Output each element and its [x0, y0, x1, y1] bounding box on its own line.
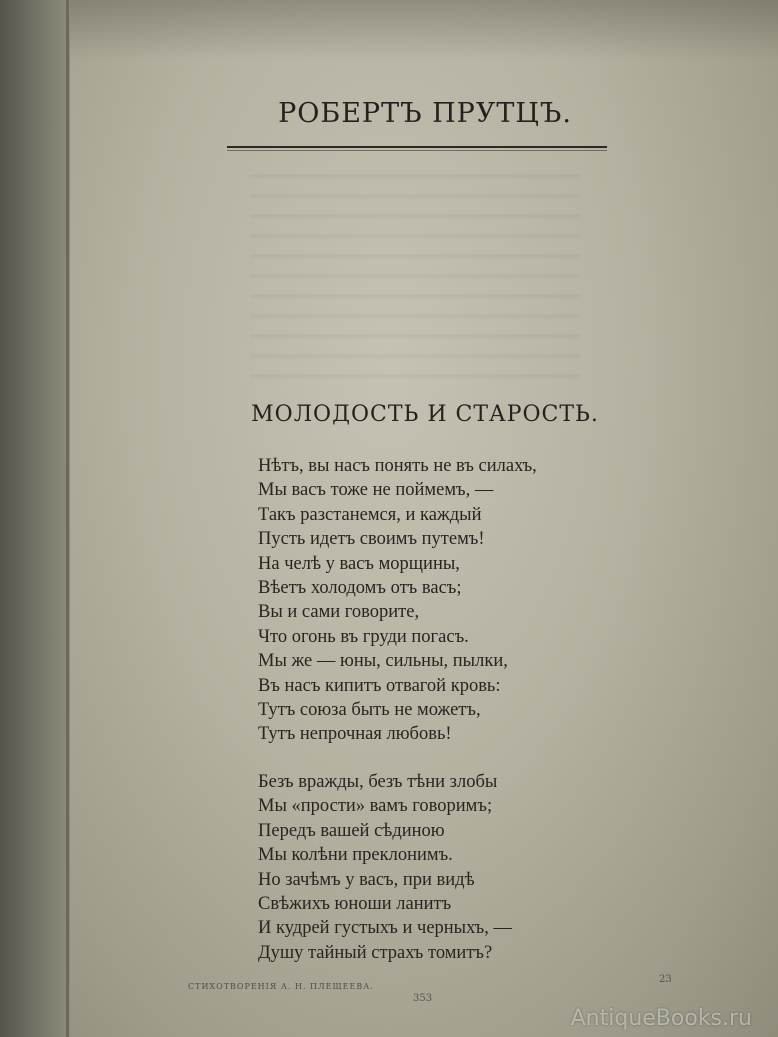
poem-line: Душу тайный страхъ томитъ? [258, 942, 493, 963]
poem-line: Мы же — юны, сильны, пылки, [258, 651, 508, 672]
poem-line: Вы и сами говорите, [258, 602, 420, 623]
poem-line: Въ насъ кипитъ отвагой кровь: [258, 675, 501, 696]
poem-line: Пусть идетъ своимъ путемъ! [258, 529, 485, 550]
poem-line: На челѣ у васъ морщины, [258, 553, 460, 574]
stanza-2 [258, 770, 512, 965]
poem-line: Мы «прости» вамъ говоримъ; [258, 796, 493, 817]
running-footer: СТИХОТВОРЕНІЯ А. Н. ПЛЕЩЕЕВА. [188, 982, 374, 991]
page-number: 353 [413, 993, 433, 1004]
stanza-1 [258, 454, 537, 747]
signature-mark: 23 [659, 974, 672, 985]
author-heading: РОБЕРТЪ ПРУТЦЪ. [278, 98, 572, 129]
poem-line: Передъ вашей сѣдиною [258, 820, 445, 841]
left-page-edge [0, 0, 70, 1037]
poem-line: Мы колѣни преклонимъ. [258, 845, 453, 866]
poem-line: Что огонь въ груди погасъ. [258, 626, 469, 647]
book-gutter [66, 0, 69, 1037]
page-shadow [70, 0, 778, 60]
poem-line: И кудрей густыхъ и черныхъ, — [258, 918, 512, 939]
poem-line: Тутъ союза быть не можетъ, [258, 699, 481, 720]
poem-line: Свѣжихъ юноши ланитъ [258, 893, 452, 914]
poem-line: Мы васъ тоже не поймемъ, — [258, 480, 494, 501]
watermark: AntiqueBooks.ru [570, 1006, 752, 1031]
poem-line: Тутъ непрочная любовь! [258, 724, 452, 745]
poem-line: Вѣетъ холодомъ отъ васъ; [258, 577, 462, 598]
poem-title: МОЛОДОСТЬ И СТАРОСТЬ. [251, 402, 599, 427]
heading-rule [227, 146, 607, 148]
poem-line: Безъ вражды, безъ тѣни злобы [258, 772, 498, 792]
heading-rule-thin [227, 150, 607, 151]
poem-line: Но зачѣмъ у васъ, при видѣ [258, 869, 475, 890]
poem-line: Такъ разстанемся, и каждый [258, 504, 482, 525]
poem-line: Нѣтъ, вы насъ понять не въ силахъ, [258, 456, 537, 476]
show-through-text [250, 160, 580, 390]
